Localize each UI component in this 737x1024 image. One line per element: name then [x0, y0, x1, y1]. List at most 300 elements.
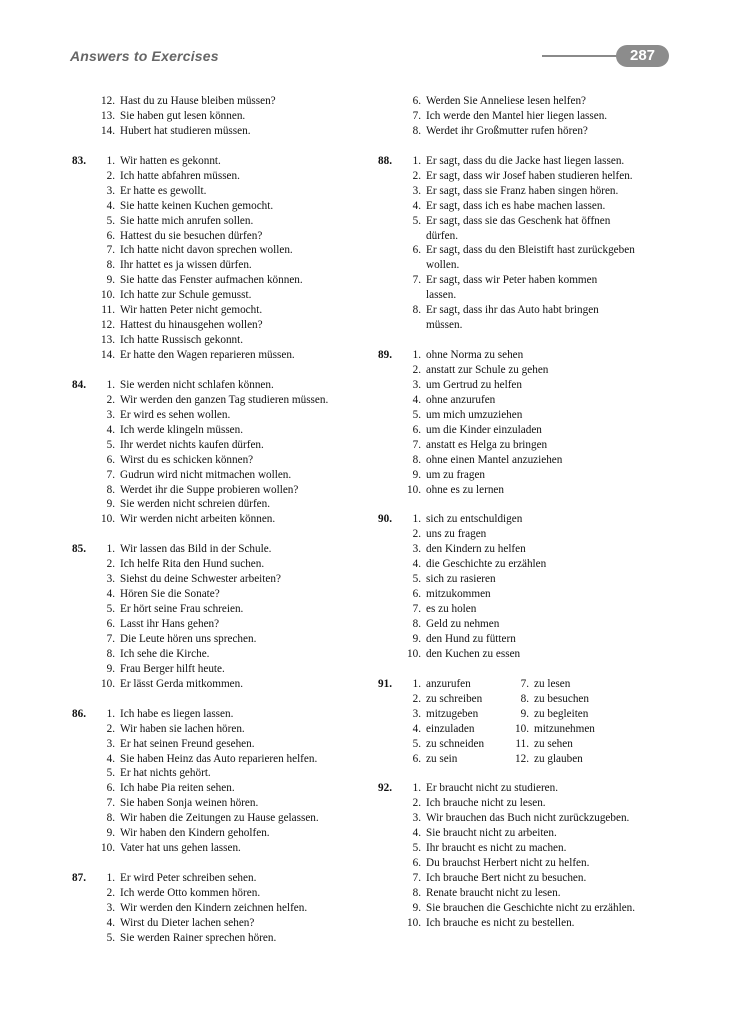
exercise-number: [378, 572, 404, 587]
answer-row: [72, 632, 372, 647]
item-number: 9.: [520, 707, 529, 720]
answer-row: [72, 841, 372, 856]
answer-row: [378, 737, 678, 752]
exercise-number: [72, 109, 98, 124]
exercise-number: [378, 841, 404, 856]
answer-row: [72, 408, 372, 423]
answer-row: [72, 811, 372, 826]
item-number: 6.: [106, 229, 115, 242]
answer-text: anstatt zur Schule zu gehen: [426, 364, 549, 376]
item-number: 7.: [412, 109, 421, 122]
item-number: 8.: [106, 483, 115, 496]
exercise-number: [72, 199, 98, 214]
item-number: 1.: [412, 513, 421, 526]
exercise-block: [378, 512, 678, 661]
answer-text: Sie hatte keinen Kuchen gemocht.: [120, 199, 274, 212]
answer-row: [72, 886, 372, 901]
item-number: 4.: [412, 393, 421, 406]
exercise-number: [72, 737, 98, 752]
answer-text: Wirst du Dieter lachen sehen?: [120, 916, 255, 929]
answer-text: ohne anzurufen: [426, 393, 496, 406]
answer-text: Ich hatte nicht davon sprechen wollen.: [120, 244, 293, 257]
item-number: 11.: [101, 304, 115, 317]
item-number: 11.: [515, 737, 529, 750]
answer-row: [72, 423, 372, 438]
answer-text: Wir haben die Zeitungen zu Hause gelassen.: [120, 812, 319, 825]
answer-text: Wir werden den ganzen Tag studieren müssen.: [120, 393, 329, 406]
answer-row: [72, 617, 372, 632]
answer-text: Gudrun wird nicht mitmachen wollen.: [120, 468, 292, 481]
item-number: 1.: [106, 707, 115, 720]
item-number: 9.: [412, 632, 421, 645]
answer-row: [72, 572, 372, 587]
answer-text: Sie werden Rainer sprechen hören.: [120, 931, 277, 944]
answer-row: [72, 94, 372, 109]
exercise-number: [72, 468, 98, 483]
answer-text: Er hört seine Frau schreien.: [120, 603, 244, 616]
item-number: 6.: [106, 453, 115, 466]
exercise-number: [378, 811, 404, 826]
answer-row: [378, 707, 678, 722]
item-number: 3.: [106, 184, 115, 197]
item-number: 7.: [520, 677, 529, 690]
item-number: 9.: [412, 468, 421, 481]
answer-text: Sie werden nicht schreien dürfen.: [120, 498, 271, 511]
exercise-number: [72, 333, 98, 348]
item-number: 10.: [101, 513, 115, 526]
exercise-number: [72, 931, 98, 946]
exercise-number: [378, 109, 404, 124]
exercise-number: [378, 378, 404, 393]
item-number: 3.: [412, 184, 421, 197]
item-number: 7.: [106, 244, 115, 257]
exercise-number: [72, 587, 98, 602]
item-number: 2.: [412, 797, 421, 810]
exercise-number: [72, 916, 98, 931]
exercise-number: [72, 826, 98, 841]
answer-row: [72, 752, 372, 767]
exercise-block: [72, 542, 372, 691]
exercise-number: [378, 393, 404, 408]
answer-row: [378, 438, 678, 453]
answer-row: [72, 931, 372, 946]
answer-text: um mich umzuziehen: [426, 408, 523, 421]
answer-text: Er sagt, dass du die Jacke hast liegen lassen.: [426, 154, 625, 167]
answer-text: Hören Sie die Sonate?: [120, 588, 220, 601]
item-number: 4.: [412, 827, 421, 840]
answer-row: [72, 243, 372, 258]
exercise-number: [378, 94, 404, 109]
answer-text: den Kindern zu helfen: [426, 543, 526, 556]
exercise-number: [72, 886, 98, 901]
answer-text: uns zu fragen: [426, 528, 487, 541]
exercise-block: [378, 94, 678, 139]
answer-row: [72, 602, 372, 617]
exercise-number: [378, 602, 404, 617]
answer-row: [378, 527, 678, 542]
answer-row: [378, 886, 678, 901]
exercise-block: [72, 154, 372, 363]
answer-text: Ich werde klingeln müssen.: [120, 423, 244, 436]
answer-continuation: müssen.: [426, 319, 463, 332]
item-number: 1.: [106, 154, 115, 167]
answer-text: zu sein: [426, 752, 458, 765]
item-number: 8.: [520, 692, 529, 705]
answer-text: Ihr braucht es nicht zu machen.: [426, 842, 567, 855]
answer-text: Er lässt Gerda mitkommen.: [120, 677, 244, 690]
item-number: 4.: [412, 722, 421, 735]
answer-row: [378, 542, 678, 557]
answer-text: Die Leute hören uns sprechen.: [120, 632, 257, 645]
exercise-number: [378, 886, 404, 901]
answer-text: Ich sehe die Kirche.: [120, 647, 210, 660]
exercise-number: [378, 423, 404, 438]
item-number: 8.: [106, 259, 115, 272]
answer-row: [378, 587, 678, 602]
item-number: 3.: [106, 901, 115, 914]
answer-row: [72, 647, 372, 662]
item-number: 10.: [101, 677, 115, 690]
answer-text: Er sagt, dass wir Josef haben studieren helfen.: [426, 169, 633, 182]
answer-text: Hattest du hinausgehen wollen?: [120, 319, 263, 332]
item-number: 6.: [412, 423, 421, 436]
answer-text: sich zu entschuldigen: [426, 513, 523, 526]
item-number: 2.: [106, 169, 115, 182]
answer-text: Wirst du es schicken können?: [120, 453, 254, 466]
answer-row: [72, 766, 372, 781]
item-number: 8.: [106, 647, 115, 660]
answer-text: Sie braucht nicht zu arbeiten.: [426, 827, 557, 840]
page-header: [0, 0, 737, 80]
answer-text: es zu holen: [426, 603, 477, 616]
exercise-number: [72, 184, 98, 199]
exercise-number: [378, 692, 404, 707]
answer-row: [72, 229, 372, 244]
exercise-number: [72, 288, 98, 303]
exercise-number: [378, 557, 404, 572]
exercise-number: [378, 617, 404, 632]
answer-row: [378, 453, 678, 468]
answer-row: [72, 468, 372, 483]
exercise-number: 84.: [72, 378, 86, 391]
item-number: 4.: [106, 423, 115, 436]
item-number: 2.: [106, 722, 115, 735]
item-number: 8.: [412, 304, 421, 317]
answer-row: [72, 214, 372, 229]
answer-row: [378, 214, 678, 229]
item-number: 1.: [412, 782, 421, 795]
exercise-block: [378, 348, 678, 497]
answer-text: Ich hatte zur Schule gemusst.: [120, 289, 252, 302]
answer-text: Er hat seinen Freund gesehen.: [120, 737, 255, 750]
answer-text: Ich brauche nicht zu lesen.: [426, 797, 546, 810]
answer-row: [378, 871, 678, 886]
answer-text: zu schreiben: [426, 692, 483, 705]
item-number: 5.: [412, 408, 421, 421]
exercise-number: [72, 318, 98, 333]
item-number: 8.: [412, 618, 421, 630]
exercise-number: [72, 901, 98, 916]
answer-row: [72, 542, 372, 557]
exercise-number: [378, 856, 404, 871]
answer-continuation: dürfen.: [426, 229, 458, 242]
answer-text: Er wird Peter schreiben sehen.: [120, 872, 257, 885]
answer-row: [378, 692, 678, 707]
answer-row: [378, 184, 678, 199]
exercise-number: [378, 199, 404, 214]
answer-row: [72, 512, 372, 527]
answer-row: [378, 617, 678, 632]
answer-row: [72, 483, 372, 498]
answer-text: Siehst du deine Schwester arbeiten?: [120, 573, 281, 586]
answer-text: Er hat nichts gehört.: [120, 767, 211, 780]
answer-row: [72, 258, 372, 273]
answer-row: [72, 303, 372, 318]
exercise-number: [378, 483, 404, 498]
exercise-number: [72, 841, 98, 856]
answer-row: [378, 841, 678, 856]
item-number: 5.: [412, 737, 421, 750]
exercise-number: [378, 453, 404, 468]
exercise-number: [72, 124, 98, 139]
answer-row: [72, 109, 372, 124]
exercise-number: 85.: [72, 543, 86, 556]
answer-text: zu lesen: [534, 677, 571, 690]
item-number: 5.: [412, 573, 421, 586]
exercise-number: 88.: [378, 154, 392, 167]
answer-text: Sie hatte das Fenster aufmachen können.: [120, 274, 303, 287]
exercise-number: 86.: [72, 707, 86, 720]
exercise-number: 91.: [378, 677, 392, 690]
exercise-number: [72, 781, 98, 796]
answer-text: Hattest du sie besuchen dürfen?: [120, 229, 263, 242]
answer-row: [378, 124, 678, 139]
item-number: 1.: [412, 154, 421, 167]
item-number: 10.: [101, 842, 115, 855]
item-number: 2.: [106, 887, 115, 899]
answer-text: Werdet ihr die Suppe probieren wollen?: [120, 483, 299, 496]
item-number: 3.: [412, 378, 421, 391]
answer-row: [378, 303, 678, 318]
answer-text: zu besuchen: [534, 692, 589, 705]
item-number: 13.: [101, 109, 115, 122]
item-number: 9.: [106, 662, 115, 675]
exercise-number: [72, 647, 98, 662]
exercise-block: [378, 781, 678, 930]
answer-text: Wir hatten Peter nicht gemocht.: [120, 304, 263, 317]
exercise-number: 89.: [378, 349, 392, 362]
exercise-number: [378, 408, 404, 423]
answer-row: [72, 453, 372, 468]
answer-row: [378, 752, 678, 767]
answer-text: Wir haben sie lachen hören.: [120, 722, 245, 735]
exercise-number: [72, 617, 98, 632]
exercise-number: [72, 483, 98, 498]
answer-row: [378, 468, 678, 483]
exercise-number: [378, 916, 404, 931]
answer-row: [378, 199, 678, 214]
item-number: 8.: [412, 887, 421, 899]
answer-row: [72, 497, 372, 512]
answer-row: [378, 348, 678, 363]
exercise-number: [378, 752, 404, 767]
answer-row: [378, 916, 678, 931]
exercise-number: [378, 722, 404, 737]
exercise-number: [72, 632, 98, 647]
answer-row: [378, 483, 678, 498]
answer-row: [72, 393, 372, 408]
item-number: 8.: [412, 124, 421, 137]
item-number: 5.: [412, 842, 421, 855]
answer-row: [378, 796, 678, 811]
header-rule: [542, 55, 622, 57]
answer-row: [72, 184, 372, 199]
exercise-number: [72, 438, 98, 453]
answer-row: [378, 811, 678, 826]
answer-row: [378, 781, 678, 796]
item-number: 6.: [412, 244, 421, 257]
exercise-number: [72, 393, 98, 408]
answer-text: Frau Berger hilft heute.: [120, 662, 225, 675]
answer-text: Er hatte den Wagen reparieren müssen.: [120, 349, 295, 361]
exercise-number: [72, 677, 98, 692]
item-number: 4.: [106, 752, 115, 765]
answer-text: Hast du zu Hause bleiben müssen?: [120, 95, 276, 107]
answer-text: zu schneiden: [426, 737, 485, 750]
answer-text: anzurufen: [426, 677, 471, 690]
exercise-number: [72, 662, 98, 677]
answer-row: [72, 288, 372, 303]
item-number: 10.: [101, 289, 115, 302]
answer-text: Er wird es sehen wollen.: [120, 408, 231, 421]
answer-row: [72, 707, 372, 722]
item-number: 12.: [101, 95, 115, 107]
exercise-number: [378, 587, 404, 602]
answer-text: die Geschichte zu erzählen: [426, 558, 547, 571]
exercise-number: [378, 169, 404, 184]
item-number: 5.: [106, 931, 115, 944]
answer-row: [378, 423, 678, 438]
answer-text: zu begleiten: [534, 707, 589, 720]
item-number: 7.: [412, 603, 421, 616]
exercise-number: [378, 796, 404, 811]
answer-row: [72, 557, 372, 572]
answer-text: ohne es zu lernen: [426, 483, 504, 496]
answer-row: [378, 901, 678, 916]
exercise-block: [378, 154, 678, 333]
item-number: 7.: [106, 468, 115, 481]
answer-row: [72, 662, 372, 677]
item-number: 3.: [412, 707, 421, 720]
exercise-number: [378, 184, 404, 199]
answer-row: [72, 333, 372, 348]
answer-text: Sie haben gut lesen können.: [120, 109, 246, 122]
exercise-number: [72, 572, 98, 587]
exercise-number: [72, 258, 98, 273]
exercise-number: [72, 303, 98, 318]
item-number: 6.: [412, 857, 421, 870]
answer-row: [72, 348, 372, 363]
answer-row: [72, 318, 372, 333]
answer-row: [72, 737, 372, 752]
answer-text: Er sagt, dass wir Peter haben kommen: [426, 274, 598, 287]
answer-text: Er hatte es gewollt.: [120, 184, 207, 197]
answer-row: [378, 378, 678, 393]
exercise-number: [378, 871, 404, 886]
answer-row: [378, 169, 678, 184]
answer-text: Wir brauchen das Buch nicht zurückzugeben.: [426, 812, 630, 825]
answer-text: Ich hatte abfahren müssen.: [120, 169, 240, 182]
exercise-block: [72, 707, 372, 856]
answer-text: mitzunehmen: [534, 722, 595, 735]
answer-text: den Kuchen zu essen: [426, 647, 521, 660]
answer-row: [378, 647, 678, 662]
item-number: 3.: [106, 737, 115, 750]
item-number: 5.: [106, 767, 115, 780]
item-number: 6.: [412, 752, 421, 765]
exercise-number: [378, 363, 404, 378]
answer-text: Er sagt, dass sie Franz haben singen hören.: [426, 184, 619, 197]
item-number: 7.: [106, 632, 115, 645]
exercise-number: [378, 243, 404, 258]
item-number: 13.: [101, 334, 115, 347]
right-column: [378, 94, 678, 931]
answer-text: Sie haben Sonja weinen hören.: [120, 797, 259, 810]
answer-row: [72, 154, 372, 169]
exercise-number: 92.: [378, 782, 392, 795]
answer-text: Lasst ihr Hans gehen?: [120, 618, 220, 630]
exercise-number: [72, 169, 98, 184]
answer-continuation: lassen.: [426, 289, 457, 302]
answer-text: einzuladen: [426, 722, 475, 735]
item-number: 4.: [412, 199, 421, 212]
item-number: 9.: [106, 827, 115, 840]
exercise-number: [378, 826, 404, 841]
answer-row: [72, 587, 372, 602]
answer-row: [72, 169, 372, 184]
exercise-number: [72, 453, 98, 468]
item-number: 7.: [412, 872, 421, 885]
item-number: 6.: [106, 618, 115, 630]
item-number: 7.: [106, 797, 115, 810]
answer-text: Vater hat uns gehen lassen.: [120, 842, 241, 855]
page-number-badge: 287: [616, 45, 669, 67]
answer-row: [72, 781, 372, 796]
answer-row: [378, 94, 678, 109]
exercise-number: [72, 348, 98, 363]
item-number: 1.: [106, 872, 115, 885]
item-number: 2.: [412, 692, 421, 705]
item-number: 4.: [106, 588, 115, 601]
exercise-number: [378, 303, 404, 318]
answer-text: Werdet ihr Großmutter rufen hören?: [426, 124, 588, 137]
answer-text: Er sagt, dass ihr das Auto habt bringen: [426, 304, 599, 317]
exercise-number: [72, 423, 98, 438]
exercise-number: 90.: [378, 513, 392, 526]
item-number: 9.: [106, 274, 115, 287]
item-number: 8.: [412, 453, 421, 466]
answer-row: [378, 602, 678, 617]
answer-row: [378, 632, 678, 647]
answer-text: Wir werden nicht arbeiten können.: [120, 513, 276, 526]
exercise-number: [378, 438, 404, 453]
answer-text: Ich werde Otto kommen hören.: [120, 887, 261, 899]
answer-text: Sie brauchen die Geschichte nicht zu erzählen.: [426, 901, 636, 914]
answer-text: Ich helfe Rita den Hund suchen.: [120, 558, 265, 571]
answer-text: Ich brauche Bert nicht zu besuchen.: [426, 872, 587, 885]
answer-row: [72, 438, 372, 453]
answer-text: Ich hatte Russisch gekonnt.: [120, 334, 244, 347]
